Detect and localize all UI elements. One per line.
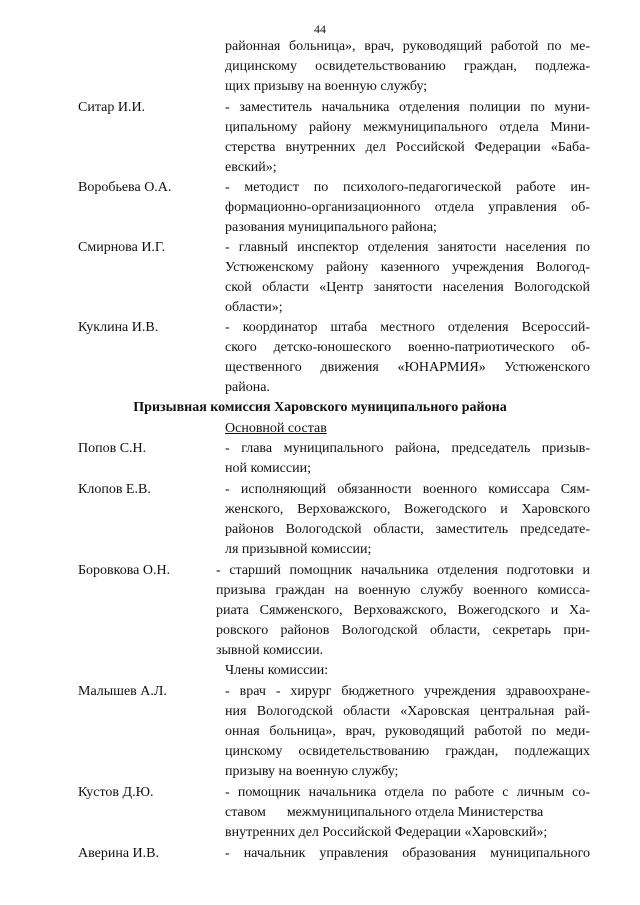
text-line: ной комиссии; [225, 461, 311, 476]
text-line: щих призыву на военную службу; [225, 79, 428, 94]
text-line: призыву на военную службу; [225, 764, 399, 779]
text-line: формационно-организационного отдела управления об- [225, 200, 590, 215]
text-line: внутренних дел Российской Федерации «Харовский»; [225, 825, 548, 840]
text-line: - методист по психолого-педагогической работе ин- [225, 180, 590, 195]
text-line: - главный инспектор отделения занятости населения по [225, 240, 590, 255]
text-line: ставом межмуниципального отдела Министерства [225, 805, 544, 820]
member-name: Ситар И.И. [78, 100, 146, 115]
text-line: цинскому освидетельствованию граждан, подлежащих [225, 744, 590, 759]
text-line: ля призывной комиссии; [225, 542, 372, 557]
text-line: - старший помощник начальника отделения подготовки и [216, 563, 590, 578]
text-line: женского, Верховажского, Вожегодского и Харовского [225, 502, 590, 517]
member-name: Куклина И.В. [78, 320, 159, 335]
main-composition-label: Основной состав [225, 421, 327, 436]
text-line: - врач - хирург бюджетного учреждения здравоохране- [225, 684, 590, 699]
text-line: разования муниципального района; [225, 220, 437, 235]
text-line: района. [225, 380, 270, 395]
text-line: - начальник управления образования муниципального [225, 846, 590, 861]
text-line: ровского районов Вологодской области, секретарь при- [216, 623, 590, 638]
text-line: - помощник начальника отдела по работе с личным со- [225, 785, 590, 800]
text-line: призыва граждан на военную службу военного комисса- [216, 583, 590, 598]
member-name: Смирнова И.Г. [78, 240, 165, 255]
text-line: зывной комиссии. [216, 643, 324, 658]
member-name: Аверина И.В. [78, 846, 159, 861]
page-number: 44 [314, 22, 326, 36]
text-line: районов Вологодской области, заместитель председате- [225, 522, 590, 537]
text-line: ципальному району межмуниципального отдела Мини- [225, 120, 590, 135]
text-line: Устюженскому району казенного учреждения Вологод- [225, 260, 590, 275]
text-line: ского детско-юношеского военно-патриотического об- [225, 340, 590, 355]
text-line: - исполняющий обязанности военного комиссара Сям- [225, 482, 590, 497]
section-heading: Призывная комиссия Харовского муниципального района [133, 400, 507, 415]
text-line: районная больница», врач, руководящий работой по ме- [225, 39, 590, 54]
text-line: ской области «Центр занятости населения Вологодской [225, 280, 590, 295]
text-line: евский»; [225, 160, 277, 175]
member-name: Кустов Д.Ю. [78, 785, 154, 800]
text-line: риата Сямженского, Верховажского, Вожегодского и Ха- [216, 603, 590, 618]
member-name: Попов С.Н. [78, 441, 147, 456]
member-name: Малышев А.Л. [78, 684, 167, 699]
text-line: - глава муниципального района, председатель призыв- [225, 441, 590, 456]
text-line: ния Вологодской области «Харовская центральная рай- [225, 704, 590, 719]
text-line: онная больница», врач, руководящий работой по меди- [225, 724, 590, 739]
text-line: - координатор штаба местного отделения Всероссий- [225, 320, 590, 335]
text-line: стерства внутренних дел Российской Федерации «Баба- [225, 140, 590, 155]
member-name: Воробьева О.А. [78, 180, 172, 195]
text-line: - заместитель начальника отделения полиции по муни- [225, 100, 590, 115]
text-line: дицинскому освидетельствованию граждан, подлежа- [225, 59, 590, 74]
text-line: щественного движения «ЮНАРМИЯ» Устюженского [225, 360, 590, 375]
members-label: Члены комиссии: [225, 663, 329, 678]
member-name: Боровкова О.Н. [78, 563, 171, 578]
member-name: Клопов Е.В. [78, 482, 151, 497]
text-line: области»; [225, 300, 283, 315]
